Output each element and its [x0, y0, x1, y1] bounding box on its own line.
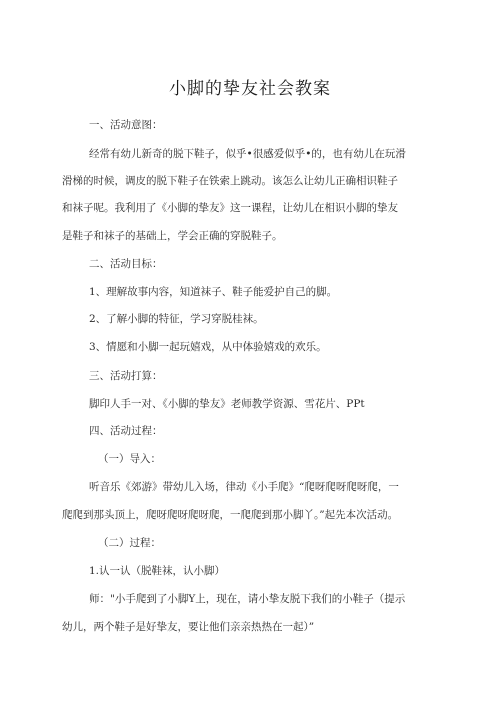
document-title: 小脚的挚友社会教案: [169, 79, 331, 99]
paragraph-line: 1.认一认（脱鞋袜，认小脚）: [89, 565, 226, 577]
paragraph-line: 听音乐《郊游》带幼儿入场，律动《小手爬》“爬呀爬呀爬呀爬，一: [89, 481, 399, 493]
goal-item: 2、了解小脚的特征，学习穿脱桂袜。: [89, 313, 264, 325]
paragraph-line: 是鞋子和袜子的基础上，学会正确的穿脱鞋子。: [62, 230, 283, 242]
paragraph-line: 师："小手爬到了小脚Y上，现在，请小挚友脱下我们的小鞋子（提示: [89, 593, 406, 605]
section-heading-intent: 一、活动意图：: [89, 119, 163, 131]
paragraph-line: 爬爬到那头顶上，爬呀爬呀爬呀爬，一爬爬到那小脚丫。”起先本次活动。: [62, 509, 399, 521]
goal-item: 1、理解故事内容，知道袜子、鞋子能爱护自己的脚。: [89, 286, 338, 298]
paragraph-line: 经常有幼儿新奇的脱下鞋子，似乎•很感爱似乎•的，也有幼儿在玩滑: [89, 148, 406, 160]
subsection-heading: （一）导入：: [98, 453, 161, 465]
section-heading-process: 四、活动过程：: [89, 425, 163, 437]
goal-item: 3、情愿和小脚一起玩嬉戏，从中体验嬉戏的欢乐。: [89, 341, 327, 353]
paragraph-line: 滑梯的时候，调皮的脱下鞋子在铁索上跳动。该怎么让幼儿正确相识鞋子: [62, 175, 398, 187]
section-heading-goals: 二、活动目标：: [89, 258, 163, 270]
paragraph-line: 和袜子呢。我利用了《小脚的挚友》这一课程，让幼儿在相识小脚的挚友: [62, 202, 398, 214]
paragraph-line: 脚印人手一对、《小脚的挚友》老师教学资源、雪花片、PPt: [89, 398, 365, 410]
paragraph-line: 幼儿，两个鞋子是好挚友，要让他们亲亲热热在一起）”: [62, 621, 315, 633]
subsection-heading: （二）过程：: [98, 537, 161, 549]
section-heading-prep: 三、活动打算：: [89, 370, 163, 382]
